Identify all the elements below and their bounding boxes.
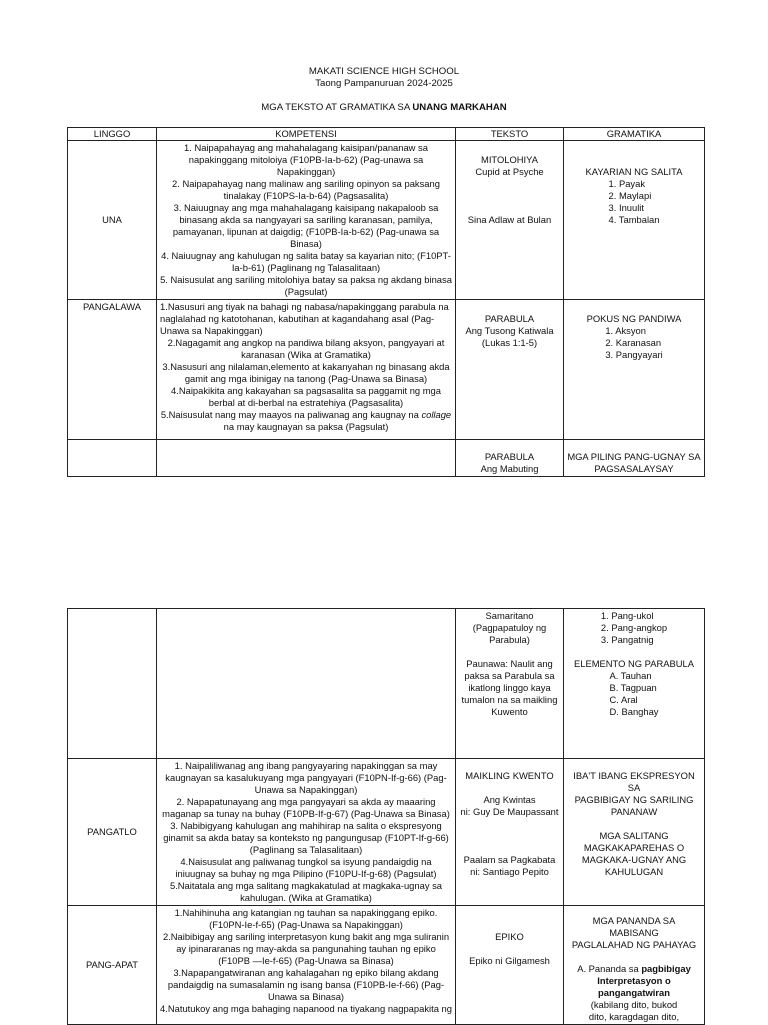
table-row-week1 [68,141,705,300]
gramatika-title: MGA PANANDA SA MABISANG [592,915,676,938]
elemento-list [610,670,659,718]
col-header-kompetensi: KOMPETENSI [157,128,456,141]
pananda-prefix: A. Pananda sa [577,963,642,974]
gramatika-list [605,325,662,361]
table-row-week2-cont [68,440,705,477]
elemento-item: D. Banghay [609,706,659,717]
week3-gramatika [564,759,705,906]
col-header-linggo: LINGGO [68,128,157,141]
week-label-pang-apat: PANG-APAT [68,906,157,1025]
document-title [0,102,768,114]
gramatika-title: MAGKAKAPAREHAS O [583,842,685,853]
kompetensi-item: 1.Nahihinuha ang katangian ng tauhan sa napakinggang epiko.(F10PN-Ie-f-65) (Pag-Unawa sa Napakinggan) [174,907,438,930]
teksto-title: Paalam sa Pagkabata [463,854,556,865]
pananda-bold: pangangatwiran [598,987,670,998]
teksto-title: Ang Mabuting [480,463,539,474]
teksto-genre: PARABULA [484,451,535,462]
teksto-title: Sina Adlaw at Bulan [467,214,552,225]
kompetensi-item: 5. Naisusulat ang sariling mitolohiya batay sa paksa ng akdang binasa (Pagsulat) [160,274,452,297]
week-label-pangalawa: PANGALAWA [68,300,157,440]
elemento-item: C. Aral [609,694,638,705]
kompetensi-item: 2.Nagagamit ang angkop na pandiwa bilang aksyon, pangyayari at karanasan (Wika at Gramatika) [167,337,445,360]
kompetensi-item: 5.Naitatala ang mga salitang magkakatulad at magkaka-ugnay sa kahulugan. (Wika at Gramatika) [169,880,443,903]
gramatika-title: PAGSASALAYSAY [594,463,674,474]
teksto-source: (Lukas 1:1-5) [481,337,538,348]
gramatika-list [609,178,660,226]
kompetensi-item: 2. Naipapahayag nang malinaw ang sariling opinyon sa paksang tinalakay (F10PS-Ia-b-64) (Pagsasalita) [172,178,440,201]
cont-teksto [456,609,564,759]
kompetensi-item: 2. Napapatunayang ang mga pangyayari sa akda ay maaaring maganap sa tunay na buhay (F10PB-If-g-67) (Pag-Unawa sa Binasa) [162,796,450,819]
teksto-title: Epiko ni Gilgamesh [469,955,550,966]
gramatika-item: 3. Pangatnig [600,634,654,645]
teksto-author: ni: Santiago Pepito [470,866,549,877]
gramatika-item: 1. Payak [608,178,646,189]
teksto-genre: MAIKLING KWENTO [465,770,554,781]
gramatika-list [601,610,667,646]
paunawa-line: Paunawa: Naulit ang [466,658,553,669]
table-row-week4 [68,906,705,1025]
week4-gramatika [564,906,705,1025]
pananda-example: (kabilang dito, bukod [590,999,678,1010]
teksto-title: Samaritano [485,610,534,621]
kompetensi-item: 4. Naiuugnay ang kahulugan ng salita batay sa kayarian nito; (F10PT-Ia-b-61) (Paglinang ng Talasalitaan) [161,250,451,273]
teksto-title: Ang Tusong Katiwala [465,325,554,336]
week2-gramatika [564,300,705,440]
week-label-una: UNA [68,141,157,300]
gramatika-item: 2. Karanasan [605,337,662,348]
pananda-bold: Interpretasyon o [597,975,671,986]
week-label-pangatlo: PANGATLO [68,759,157,906]
kompetensi-item: 1. Naipaliliwanag ang ibang pangyayaring napakinggan sa may kaugnayan sa kasalukuyang mga pangyayari (F10PN-If-g-66) (Pag-Unawa sa Napakinggan) [165,760,447,795]
week2b-gramatika [564,440,705,477]
school-name: MAKATI SCIENCE HIGH SCHOOL [308,66,460,77]
paunawa-line: Kuwento [491,706,528,717]
week2-kompetensi [157,300,456,440]
kompetensi-item: 3.Napapangatwiranan ang kahalagahan ng epiko bilang akdang pandaigdig na sumasalamin ng isang bansa (F10PB-Ie-f-66) (Pag-Unawa sa Binasa) [167,967,445,1002]
kompetensi-item: 4.Naipakikita ang kakayahan sa pagsasalita sa paggamit ng mga berbal at di-berbal na estratehiya (Pagsasalita) [171,385,441,408]
kompetensi-item [160,409,452,433]
week1-gramatika [564,141,705,300]
empty-cell [157,440,456,477]
gramatika-title: PAGLALAHAD NG PAHAYAG [571,939,697,950]
gramatika-item: 3. Pangyayari [605,349,663,360]
table-header-row [68,128,705,141]
school-year: Taong Pampanuruan 2024-2025 [315,78,453,89]
kompetensi-item: 3. Naiuugnay ang mga mahahalagang kaisipang nakapaloob sa binasang akda sa nangyayari sa sariling karanasan, pamilya, pamayanan, lipunan at daigdig; (F10PB-Ia-b-62) (Pag-unawa sa Binasa) [172,202,440,249]
document-title-prefix: MGA TEKSTO AT GRAMATIKA SA [261,102,413,113]
teksto-author: ni: Guy De Maupassant [460,806,559,817]
gramatika-item: 4. Tambalan [608,214,660,225]
week3-teksto [456,759,564,906]
table-row-week3 [68,759,705,906]
pananda-item [567,963,701,975]
gramatika-title: KAHULUGAN [604,866,664,877]
gramatika-item: 3. Inuulit [608,202,644,213]
teksto-genre: MITOLOHIYA [481,154,538,165]
elemento-title: ELEMENTO NG PARABULA [574,658,694,669]
gramatika-title: PAGBIBIGAY NG SARILING [574,794,694,805]
kompetensi-item: 3.Nasusuri ang nilalaman,elemento at kakanyahan ng binasang akda gamit ang mga ibinigay na tanong (Pag-Unawa sa Binasa) [162,361,450,384]
week3-kompetensi [157,759,456,906]
col-header-teksto: TEKSTO [456,128,564,141]
empty-cell [157,609,456,759]
week1-teksto [456,141,564,300]
teksto-note: (Pagpapatuloy ng [472,622,547,633]
cont-gramatika [564,609,705,759]
paunawa-line: tumalon na sa maikling [461,694,558,705]
kompetensi-item: 3. Nabibigyang kahulugan ang mahihirap na salita o ekspresyong ginamit sa akda batay sa konteksto ng pangungusap (F10PT-If-g-66) (Paglinang sa Talasalitaan) [163,820,449,855]
table-row-continuation [68,609,705,759]
kompetensi5-start: 5.Naisusulat nang may maayos na paliwanag ang kaugnay na [160,409,422,420]
kompetensi5-end: na may kaugnayan sa paksa (Pagsulat) [223,421,389,432]
kompetensi5-italic-word: collage [421,409,452,420]
empty-cell [68,609,157,759]
document-title-quarter: UNANG MARKAHAN [412,102,507,113]
week1-kompetensi [157,141,456,300]
week2-teksto [456,300,564,440]
gramatika-title: MGA SALITANG [599,830,669,841]
gramatika-title: KAYARIAN NG SALITA [585,166,683,177]
elemento-item: B. Tagpuan [609,682,657,693]
gramatika-title: MGA PILING PANG-UGNAY SA [567,451,701,462]
week4-kompetensi [157,906,456,1025]
lesson-plan-table [67,127,705,477]
teksto-note: Parabula) [489,634,530,645]
paunawa-line: ikatlong linggo kaya [468,682,551,693]
kompetensi-item: 4.Naisusulat ang paliwanag tungkol sa isyung pandaigdig na iniuugnay sa buhay ng mga Pilipino (F10PU-If-g-68) (Pagsulat) [175,856,437,879]
teksto-genre: EPIKO [495,931,524,942]
week2b-teksto [456,440,564,477]
kompetensi-item: 1. Naipapahayag ang mahahalagang kaisipan/pananaw sa napakinggang mitoloiya (F10PB-Ia-b-62) (Pag-unawa sa Napakinggan) [184,142,428,177]
gramatika-title: POKUS NG PANDIWA [586,313,682,324]
col-header-gramatika: GRAMATIKA [564,128,705,141]
kompetensi-item: 1.Nasusuri ang tiyak na bahagi ng nabasa/napakinggang parabula na naglalahad ng katotohanan, kabutihan at kagandahang asal (Pag-Unawa sa Napakinggan) [160,301,449,336]
paunawa-line: paksa sa Parabula sa [464,670,555,681]
gramatika-item: 2. Pang-angkop [600,622,668,633]
pananda-bold: pagbibigay [641,963,691,974]
empty-cell [68,440,157,477]
week4-teksto [456,906,564,1025]
kompetensi-item: 4.Natutukoy ang mga bahaging napanood na tiyakang nagpapakita ng [160,1003,452,1014]
pananda-example: dito, karagdagan dito, [588,1011,680,1022]
teksto-title: Cupid at Psyche [475,166,544,177]
gramatika-title: MAGKAKA-UGNAY ANG [581,854,687,865]
gramatika-title: PANANAW [610,806,658,817]
kompetensi-item: 2.Naibibigay ang sariling interpretasyon kung bakit ang mga suliranin ay ipinararanas ng may-akda sa pangunahing tauhan ng epiko (F10PB —Ie-f-65) (Pag-Unawa sa Binasa) [162,931,450,966]
gramatika-item: 2. Maylapi [608,190,652,201]
gramatika-title: IBA'T IBANG EKSPRESYON SA [573,770,695,793]
lesson-plan-table-continued [67,608,705,1025]
gramatika-item: 1. Pang-ukol [600,610,654,621]
teksto-genre: PARABULA [484,313,535,324]
table-row-week2 [68,300,705,440]
gramatika-item: 1. Aksyon [605,325,646,336]
elemento-item: A. Tauhan [609,670,652,681]
teksto-title: Ang Kwintas [483,794,536,805]
